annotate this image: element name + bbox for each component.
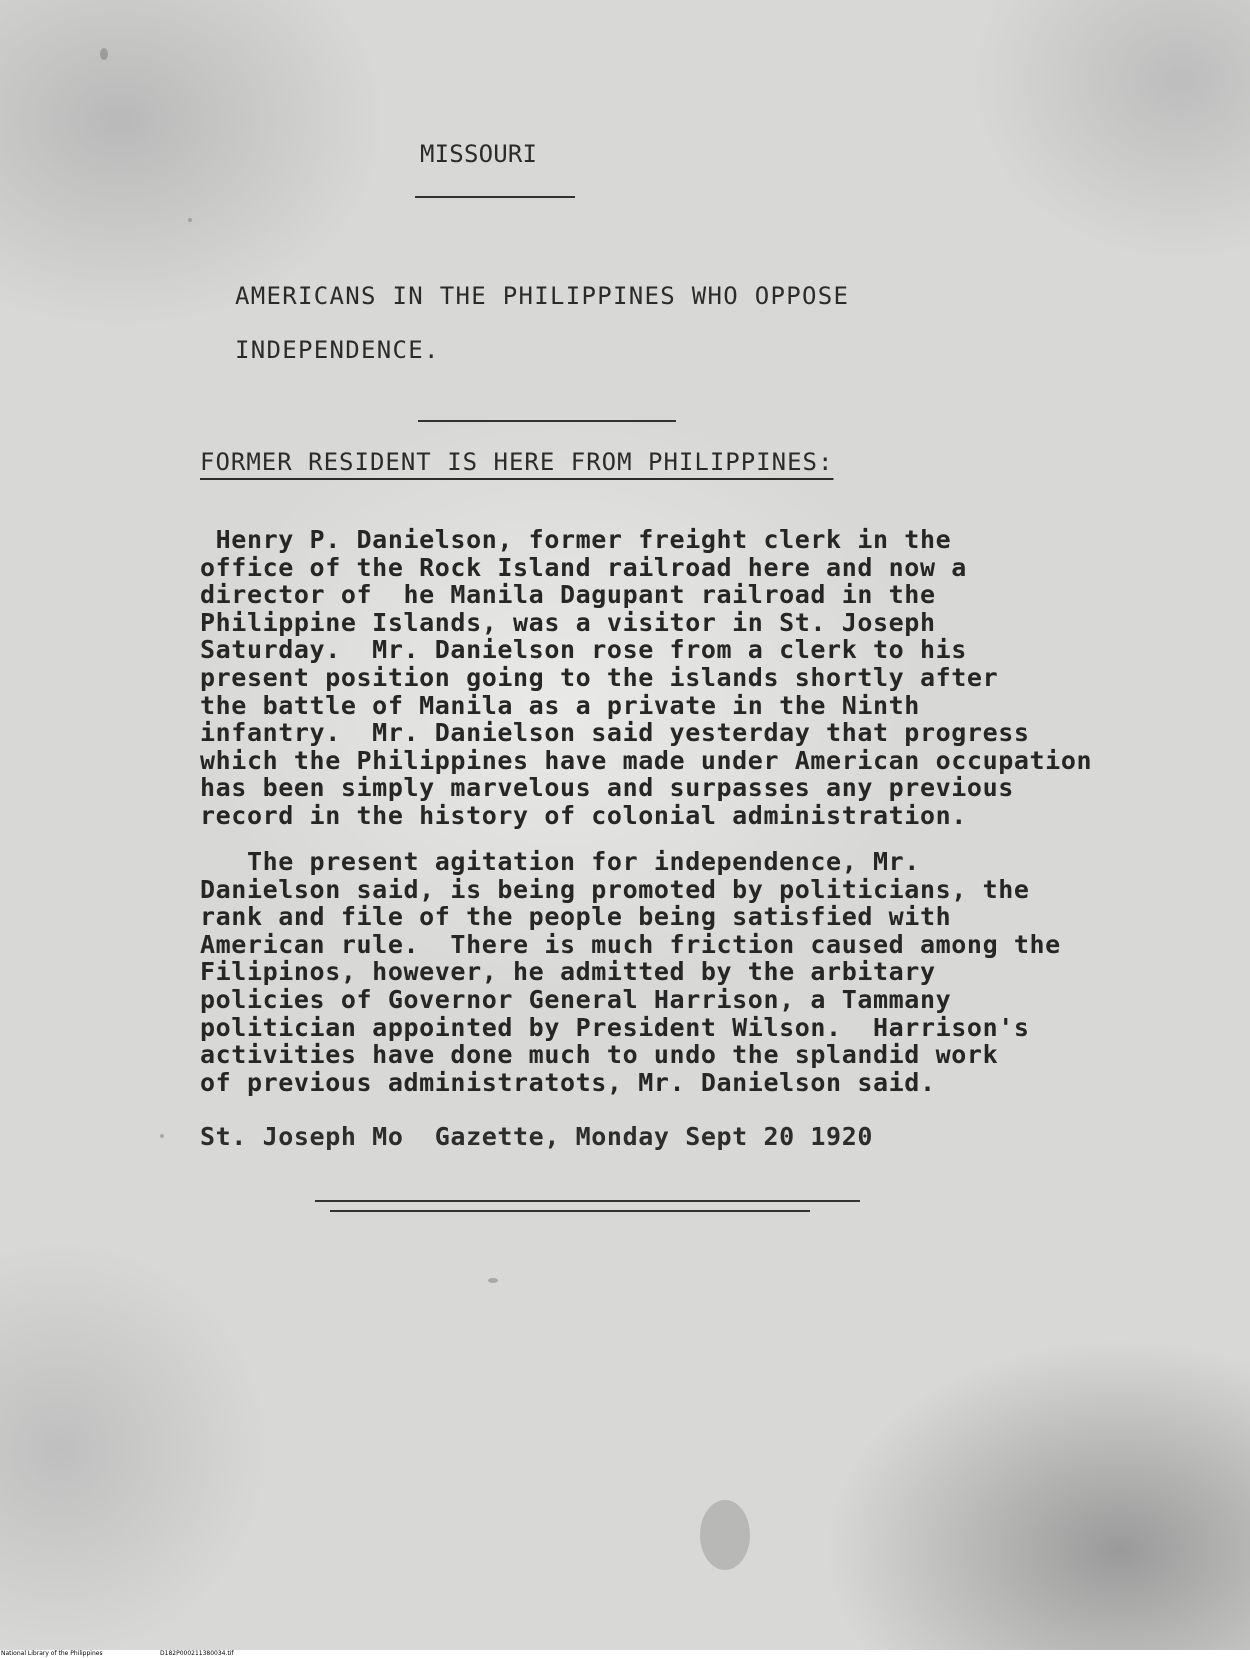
title-line-1: AMERICANS IN THE PHILIPPINES WHO OPPOSE (235, 282, 850, 310)
article-subheading: FORMER RESIDENT IS HERE FROM PHILIPPINES: (200, 448, 834, 476)
ink-speck (100, 48, 108, 60)
title-rule (418, 420, 676, 422)
closing-rule-bottom (330, 1210, 810, 1212)
ink-speck (160, 1134, 164, 1138)
ink-speck (488, 1278, 498, 1283)
heading-rule (415, 196, 575, 198)
ink-speck (188, 218, 192, 222)
state-heading: MISSOURI (420, 140, 538, 168)
title-line-2: INDEPENDENCE. (235, 336, 440, 364)
footer-library-name: National Library of the Philippines (1, 1650, 103, 1657)
article-paragraph-1: Henry P. Danielson, former freight clerk in the office of the Rock Island railroad here and now a director of he Manila Dagupant railroad in the Philippine Islands, was a visitor in St. Joseph Saturday. Mr. Danielson rose from a clerk to his present position going to the islands shortly after the battle of Manila as a private in the Ninth infantry. Mr. Danielson said yesterday that progress which the Philippines have made under American occupation has been simply marvelous and surpasses any previous record in the history of colonial administration. (200, 525, 1093, 830)
closing-rule-top (315, 1200, 860, 1202)
article-paragraph-2: The present agitation for independence, Mr. Danielson said, is being promoted by politicians, the rank and file of the people being satisfied with American rule. There is much friction caused among the Filipinos, however, he admitted by the arbitary policies of Governor General Harrison, a Tammany politician appointed by President Wilson. Harrison's activities have done much to undo the splandid work of previous administratots, Mr. Danielson said. (200, 847, 1061, 1097)
source-citation: St. Joseph Mo Gazette, Monday Sept 20 1920 (200, 1122, 874, 1151)
stain-blotch (700, 1500, 750, 1570)
footer-file-id: D182P000211380034.tif (160, 1650, 234, 1657)
